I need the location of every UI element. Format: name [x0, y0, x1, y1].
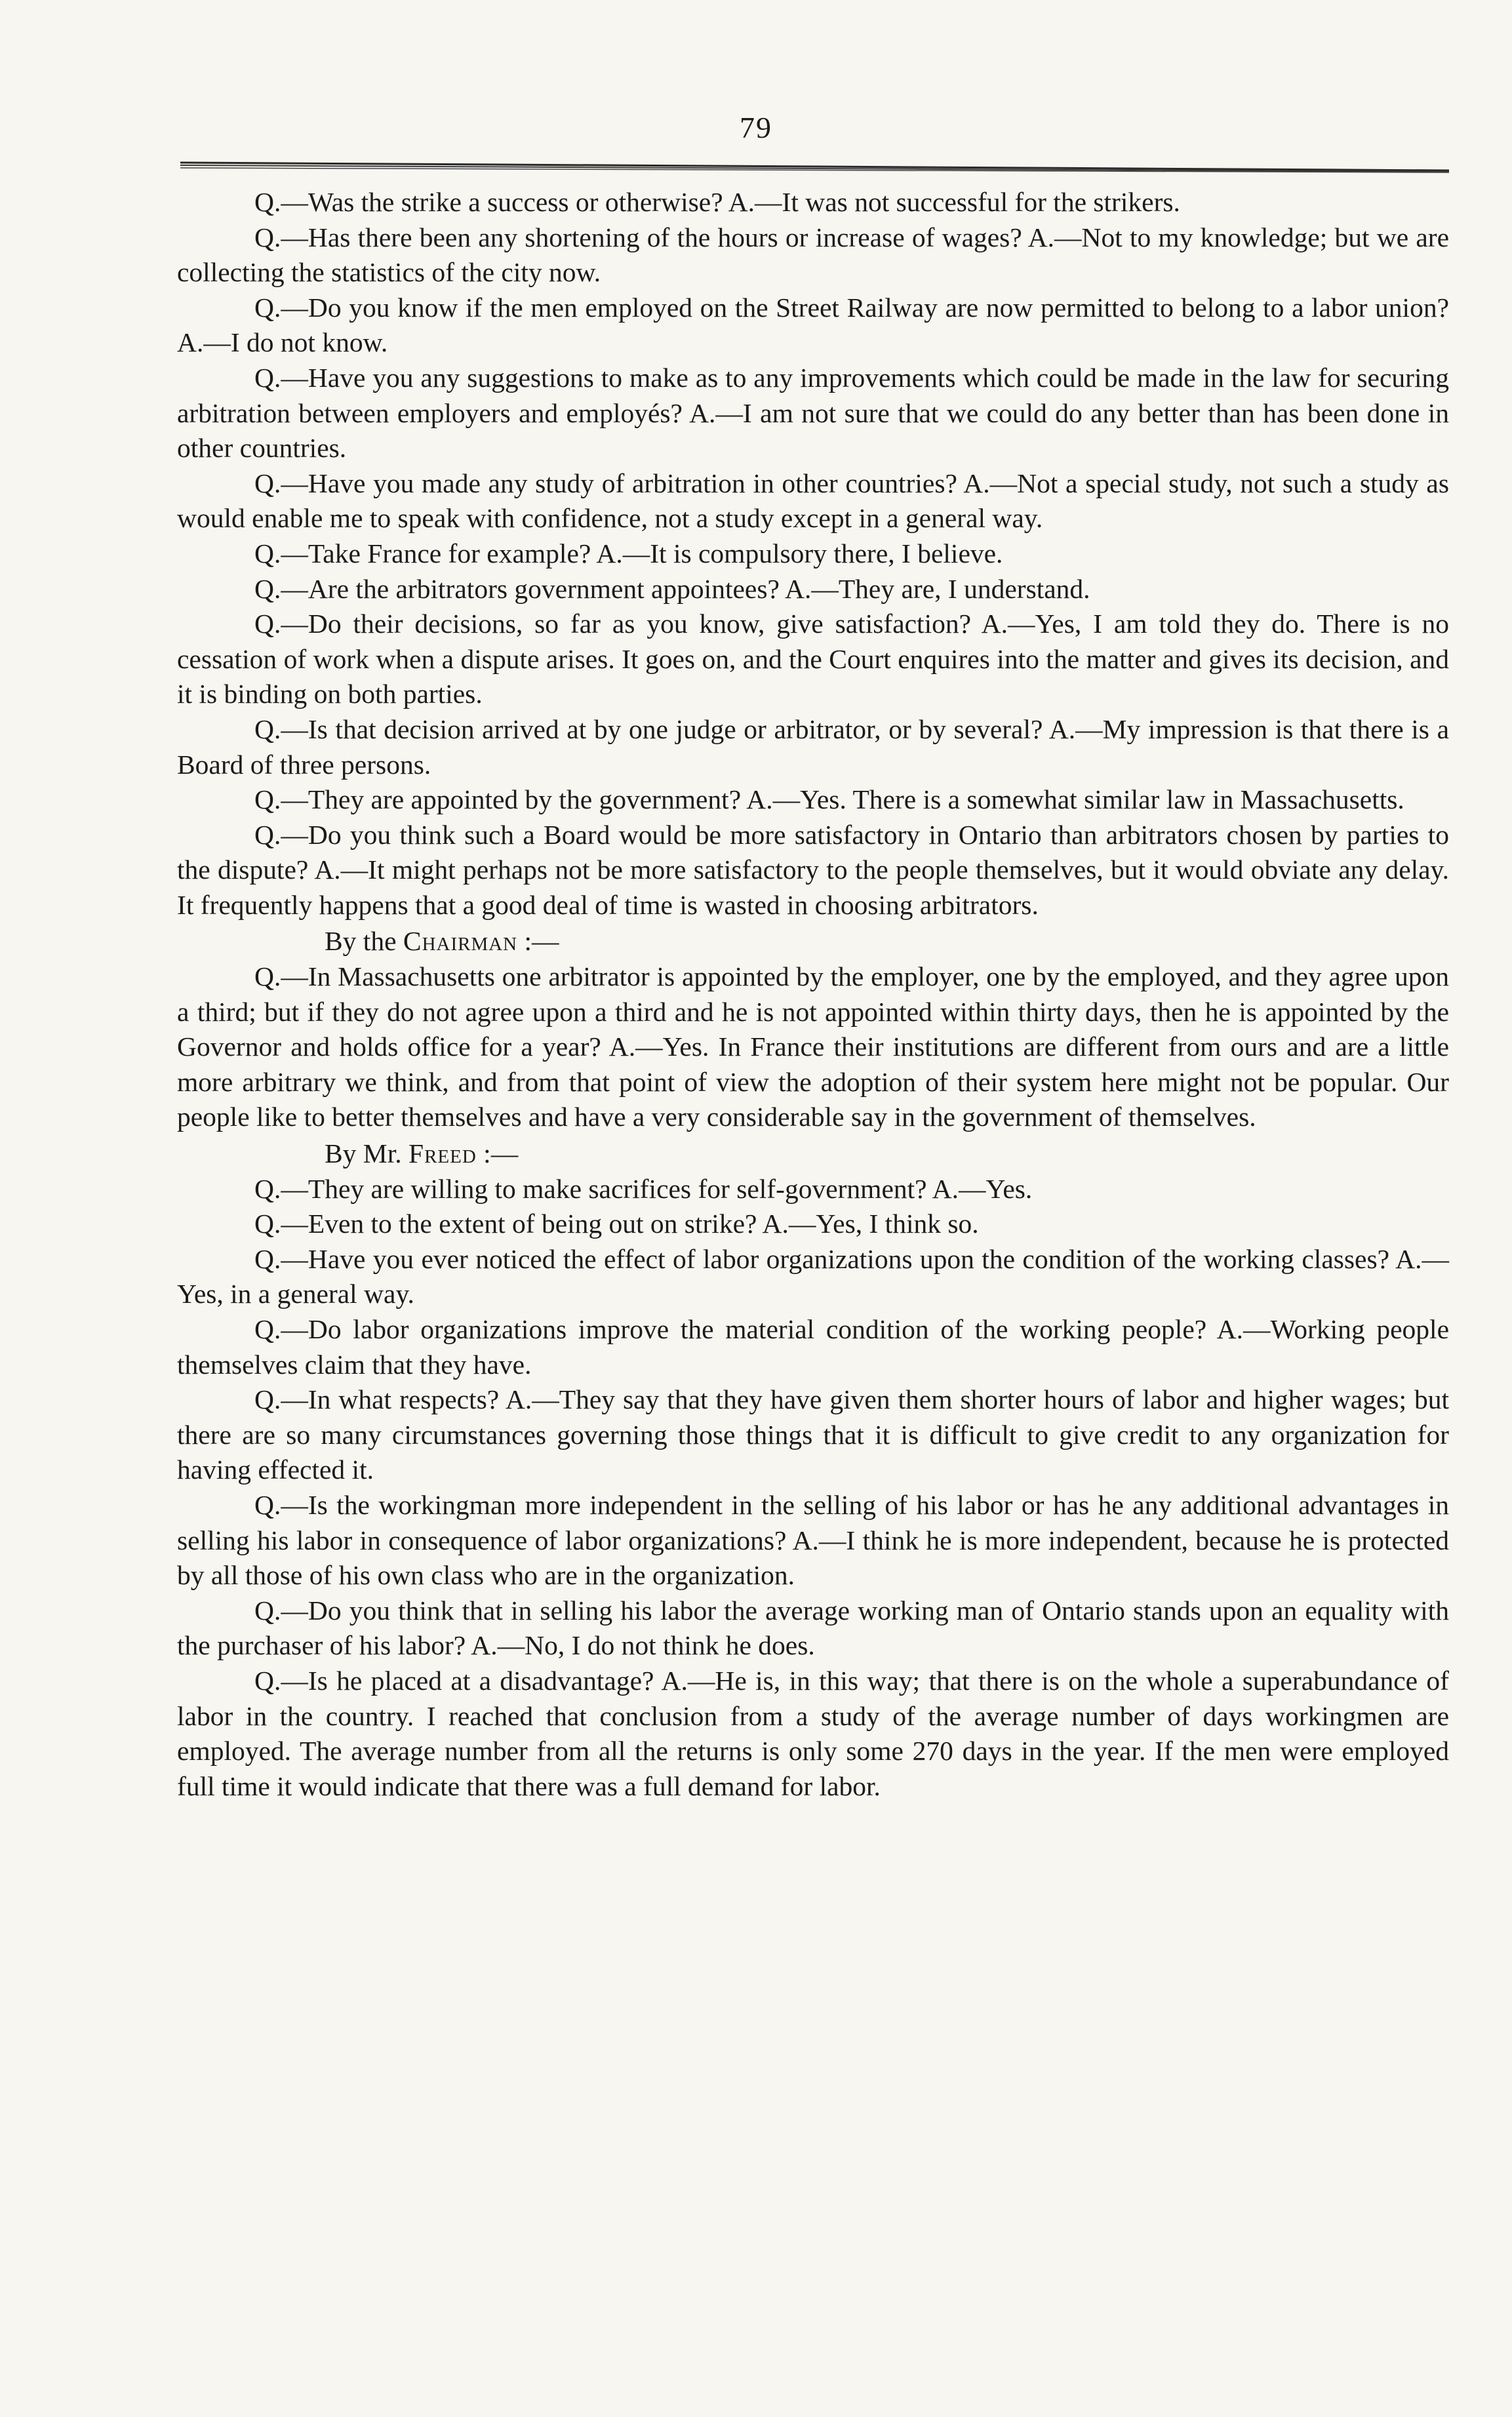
speaker-heading-prefix: By Mr. — [325, 1138, 408, 1169]
paragraph: Q.—Do their decisions, so far as you know, give satisfaction? A.—Yes, I am told they do. There is no cessation of work when a dispute arises. It goes on, and the Court enquires into the matter and gives its decision, and it is binding on both parties. — [177, 609, 1449, 709]
paragraph: Q.—Take France for example? A.—It is compulsory there, I believe. — [254, 538, 1003, 569]
paragraph: Q.—Even to the extent of being out on strike? A.—Yes, I think so. — [254, 1208, 979, 1239]
paragraph: Q.—Do you know if the men employed on the Street Railway are now permitted to belong to a labor union? A.—I do not know. — [177, 292, 1449, 358]
paragraph: Q.—Have you ever noticed the effect of labor organizations upon the condition of the working classes? A.—Yes, in a general way. — [177, 1243, 1449, 1309]
paragraph: Q.—Do you think that in selling his labor the average working man of Ontario stands upon an equality with the purchaser of his labor? A.—No, I do not think he does. — [177, 1595, 1449, 1661]
paragraph: Q.—In what respects? A.—They say that they have given them shorter hours of labor and higher wages; but there are so many circumstances governing those things that it is difficult to give credit to any organization for having effected it. — [177, 1384, 1449, 1485]
paragraph: Q.—Is the workingman more independent in the selling of his labor or has he any additional advantages in selling his labor in consequence of labor organizations? A.—I think he is more independent, because he is protected by all those of his own class who are in the organization. — [177, 1489, 1449, 1591]
paragraph: Q.—Do labor organizations improve the material condition of the working people? A.—Working people themselves claim that they have. — [177, 1314, 1449, 1380]
page-number: 79 — [740, 111, 772, 144]
body-text — [177, 185, 1449, 1804]
speaker-name: Freed — [408, 1138, 477, 1169]
paragraph: Q.—Have you any suggestions to make as to any improvements which could be made in the law for securing arbitration between employers and employés? A.—I am not sure that we could do any better than has been done in other countries. — [177, 362, 1449, 464]
speaker-heading-prefix: By the — [325, 926, 403, 957]
paragraph: Q.—They are appointed by the government? A.—Yes. There is a somewhat similar law in Massachusetts. — [254, 784, 1404, 815]
paragraph: Q.—They are willing to make sacrifices for self-government? A.—Yes. — [254, 1173, 1033, 1204]
speaker-heading-chairman — [177, 924, 1449, 959]
paragraph: Q.—Was the strike a success or otherwise? A.—It was not successful for the strikers. — [254, 187, 1180, 217]
paragraph: Q.—Have you made any study of arbitration in other countries? A.—Not a special study, not such a study as would enable me to speak with confidence, not a study except in a general way. — [177, 468, 1449, 534]
paragraph: Q.—Is that decision arrived at by one judge or arbitrator, or by several? A.—My impression is that there is a Board of three persons. — [177, 713, 1449, 780]
speaker-name: Chairman — [403, 926, 518, 957]
speaker-heading-freed — [177, 1136, 1449, 1172]
paragraph: Q.—Do you think such a Board would be more satisfactory in Ontario than arbitrators chosen by parties to the dispute? A.—It might perhaps not be more satisfactory to the people themselves, but it would obviate any delay. It frequently happens that a good deal of time is wasted in choosing arbitrators. — [177, 819, 1449, 920]
paragraph: Q.—Are the arbitrators government appointees? A.—They are, I understand. — [254, 573, 1090, 604]
header-rule — [180, 161, 1449, 173]
speaker-heading-suffix: :— — [517, 926, 559, 957]
paragraph: Q.—In Massachusetts one arbitrator is appointed by the employer, one by the employed, and they agree upon a third; but if they do not agree upon a third and he is not appointed within thirty days, then he is appointed by the Governor and holds office for a year? A.—Yes. In France their institutions are different from ours and are a little more arbitrary we think, and from that point of view the adoption of their system here might not be popular. Our people like to better themselves and have a very considerable say in the government of themselves. — [177, 961, 1449, 1132]
speaker-heading-suffix: :— — [476, 1138, 519, 1169]
paragraph: Q.—Is he placed at a disadvantage? A.—He is, in this way; that there is on the whole a superabundance of labor in the country. I reached that conclusion from a study of the average number of days workingmen are employed. The average number from all the returns is only some 270 days in the year. If the men were employed full time it would indicate that there was a full demand for labor. — [177, 1665, 1449, 1801]
paragraph: Q.—Has there been any shortening of the hours or increase of wages? A.—Not to my knowledge; but we are collecting the statistics of the city now. — [177, 222, 1449, 288]
